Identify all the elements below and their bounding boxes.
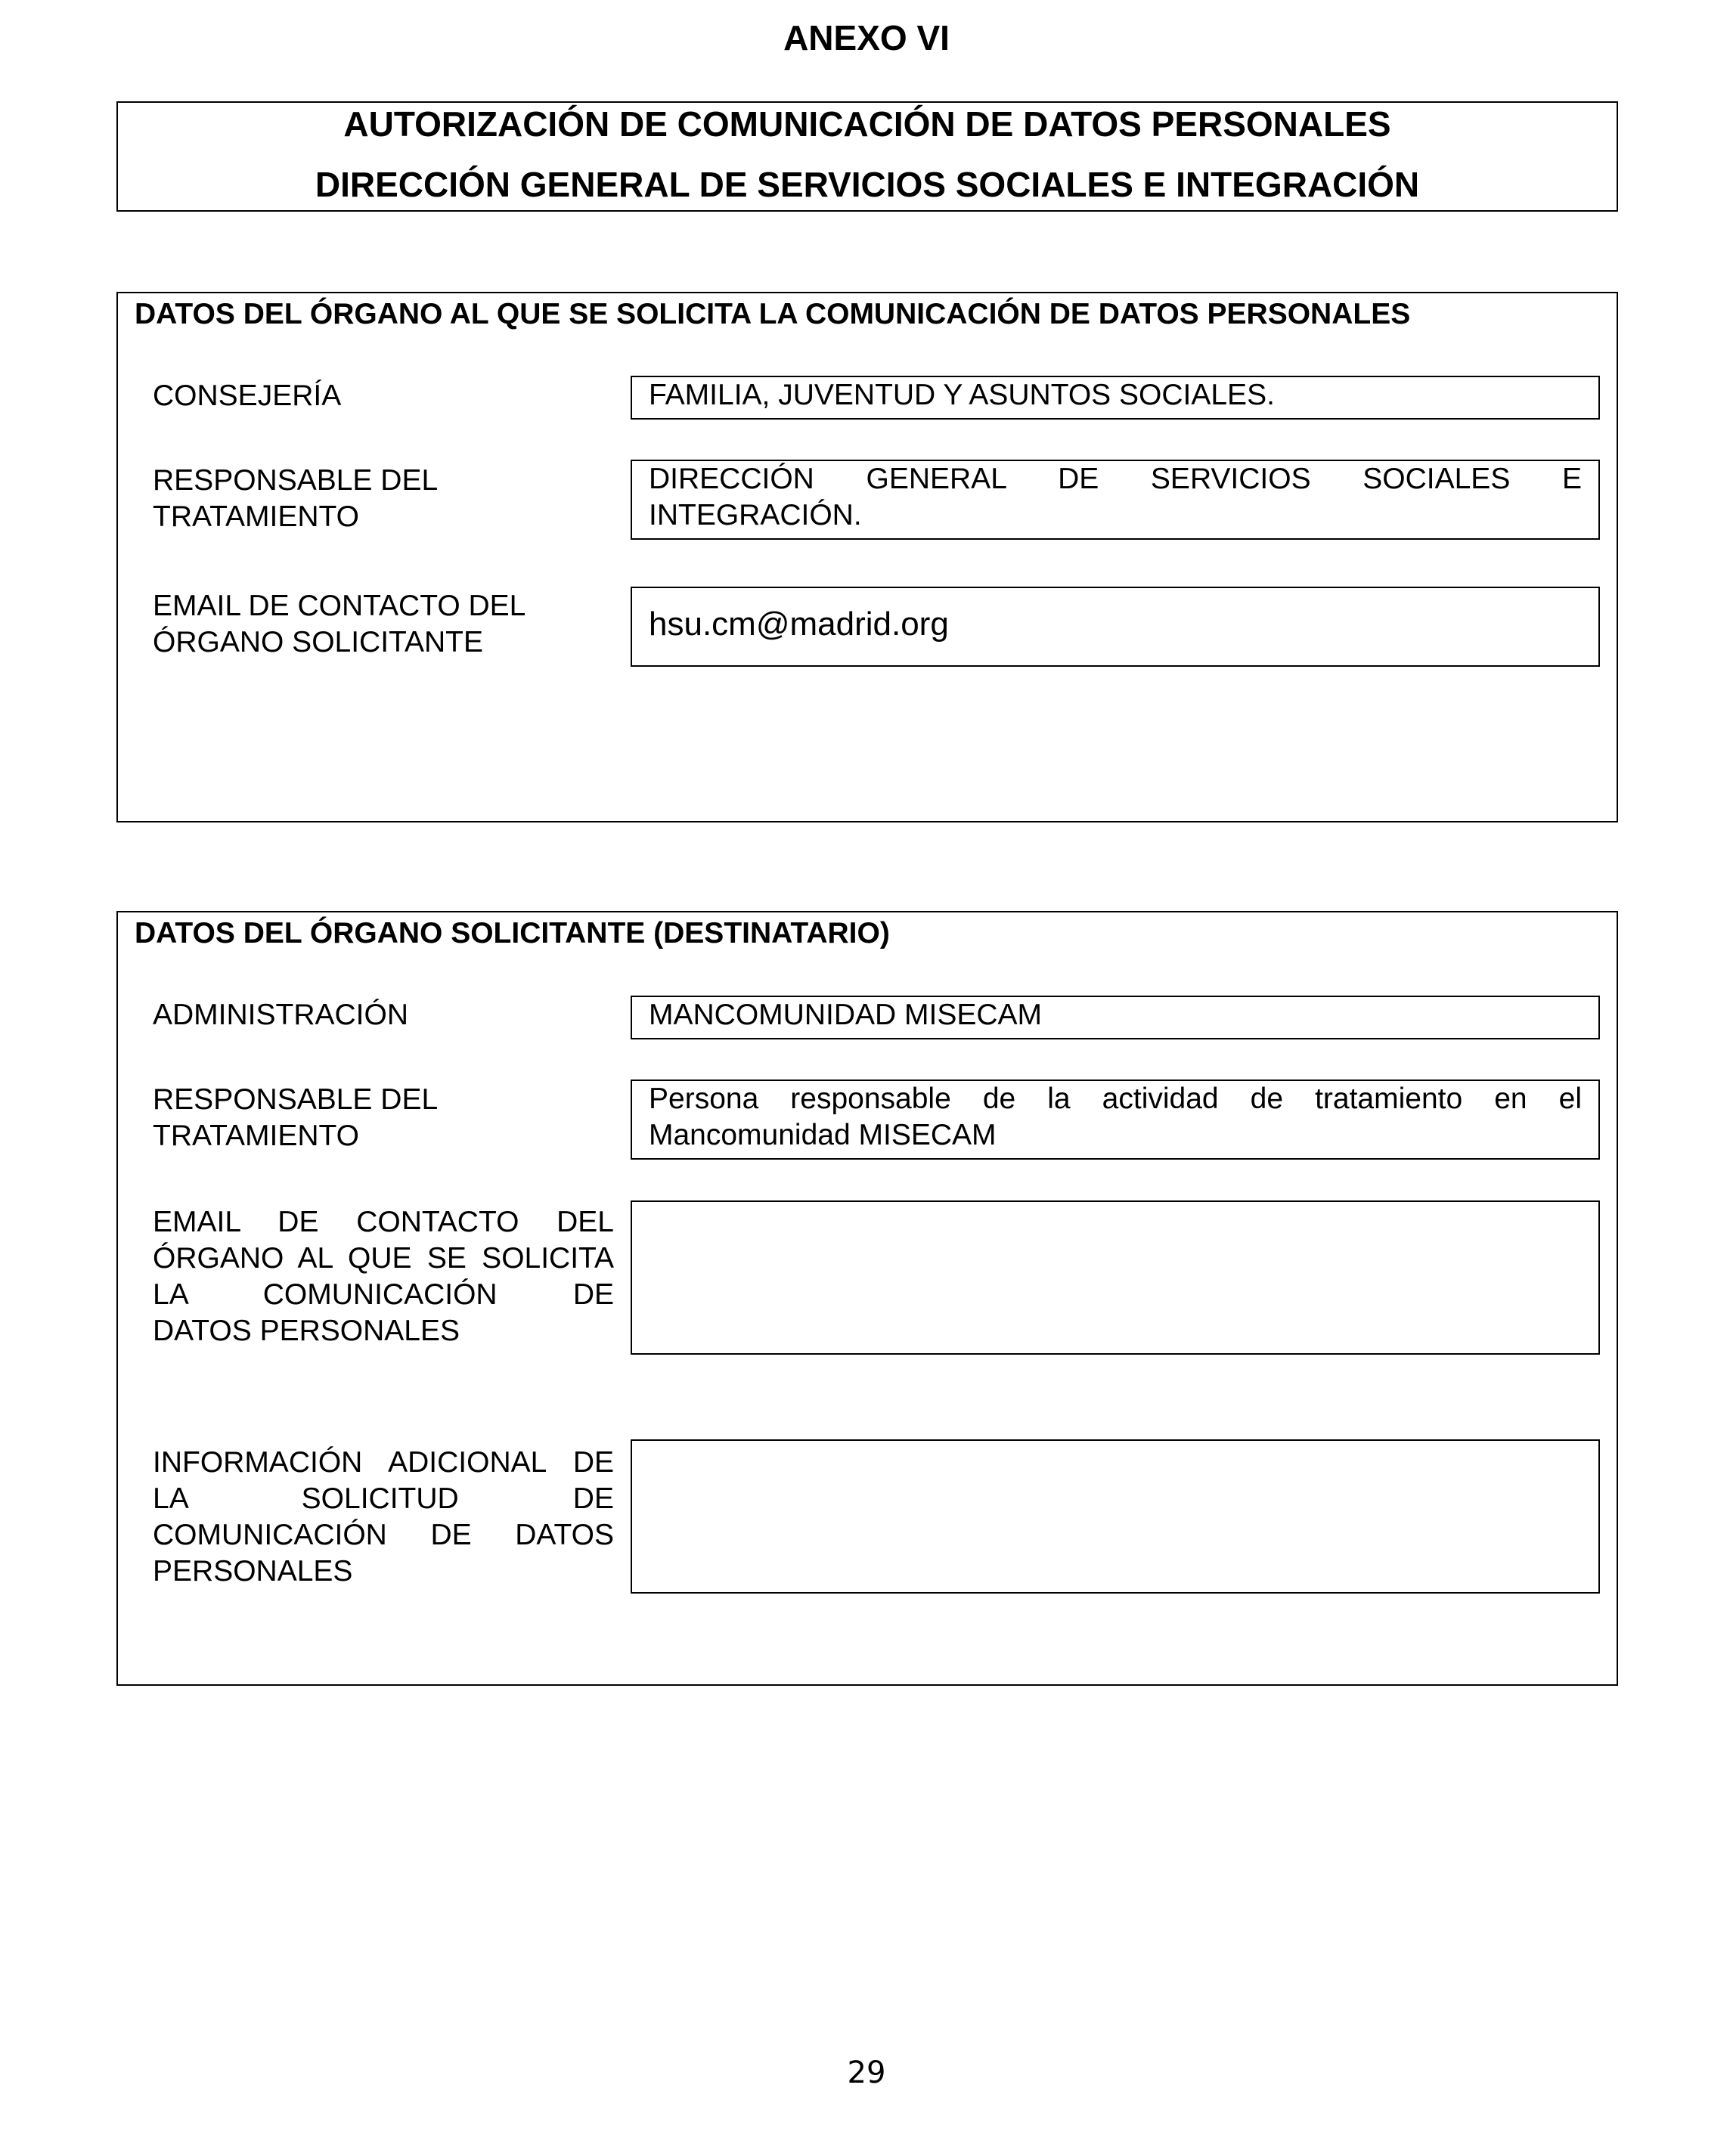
document-title-line-2: DIRECCIÓN GENERAL DE SERVICIOS SOCIALES E INTEGRACIÓN [315, 165, 1420, 204]
administracion-value: MANCOMUNIDAD MISECAM [649, 999, 1043, 1031]
page-number: 29 [847, 2055, 886, 2090]
email-contacto-label: EMAIL DE CONTACTO DEL ÓRGANO AL QUE SE SOLICITA LA COMUNICACIÓN DE DATOS PERSONALES [153, 1206, 614, 1347]
responsable-tratamiento-label: RESPONSABLE DEL TRATAMIENTO [153, 464, 439, 533]
responsable-tratamiento-value-line-2: Mancomunidad MISECAM [649, 1119, 997, 1151]
email-contacto-value: hsu.cm@madrid.org [649, 606, 949, 643]
section-heading: DATOS DEL ÓRGANO SOLICITANTE (DESTINATARIO) [135, 917, 890, 949]
document-title-line-1: AUTORIZACIÓN DE COMUNICACIÓN DE DATOS PERSONALES [343, 104, 1391, 144]
section-organo-destinatario [116, 911, 1618, 1686]
informacion-adicional-field[interactable] [631, 1439, 1600, 1594]
email-contacto-field[interactable] [631, 1200, 1600, 1355]
email-contacto-label: EMAIL DE CONTACTO DEL ÓRGANO SOLICITANTE [153, 590, 526, 658]
section-heading: DATOS DEL ÓRGANO AL QUE SE SOLICITA LA COMUNICACIÓN DE DATOS PERSONALES [135, 298, 1411, 330]
responsable-tratamiento-field[interactable] [631, 1080, 1600, 1160]
responsable-tratamiento-value-line-2: INTEGRACIÓN. [649, 499, 862, 531]
responsable-tratamiento-label: RESPONSABLE DEL TRATAMIENTO [153, 1083, 439, 1152]
consejeria-field[interactable] [631, 376, 1600, 420]
email-contacto-field[interactable] [631, 587, 1600, 667]
responsable-tratamiento-value-line-1: Persona responsable de la actividad de tratamiento en el [649, 1083, 1582, 1115]
consejeria-label: CONSEJERÍA [153, 379, 342, 412]
responsable-tratamiento-field[interactable] [631, 460, 1600, 540]
consejeria-value: FAMILIA, JUVENTUD Y ASUNTOS SOCIALES. [649, 379, 1275, 411]
section-organo-solicitado [116, 292, 1618, 822]
informacion-adicional-label: INFORMACIÓN ADICIONAL DE LA SOLICITUD DE COMUNICACIÓN DE DATOS PERSONALES [153, 1446, 614, 1588]
document-title-box [116, 101, 1618, 212]
responsable-tratamiento-value-line-1: DIRECCIÓN GENERAL DE SERVICIOS SOCIALES E [649, 463, 1582, 495]
administracion-field[interactable] [631, 996, 1600, 1039]
annex-title: ANEXO VI [783, 18, 950, 57]
administracion-label: ADMINISTRACIÓN [153, 999, 409, 1031]
